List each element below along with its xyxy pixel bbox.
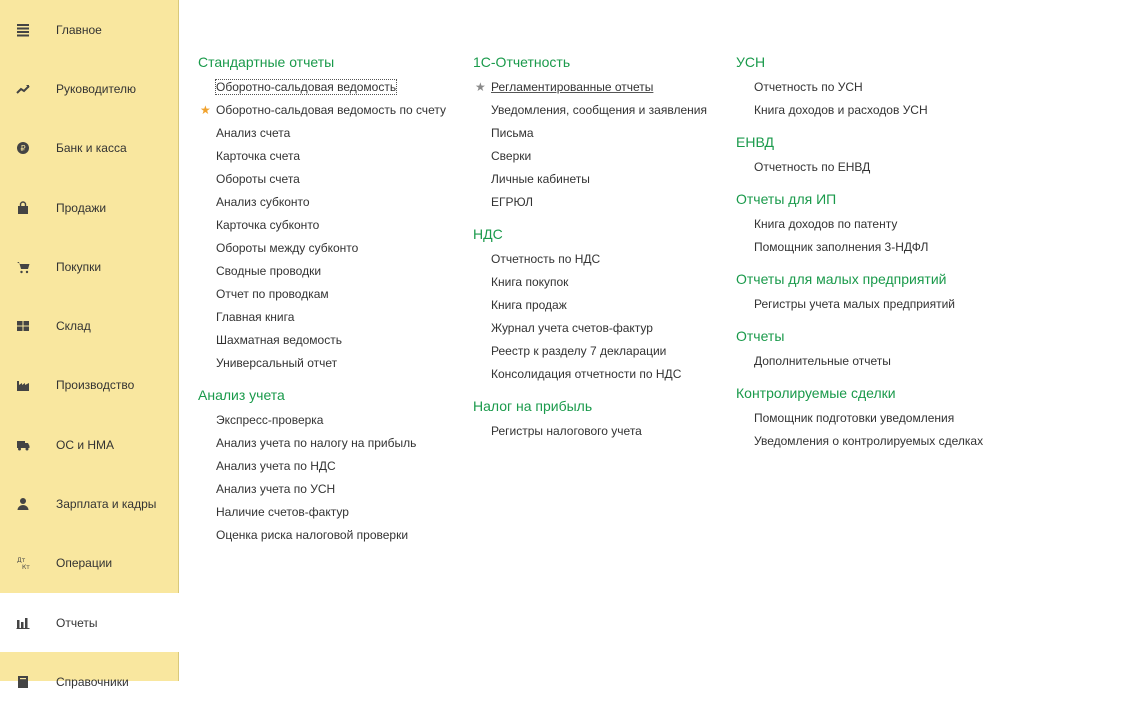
report-link[interactable]: [198, 306, 468, 329]
favorite-star-icon[interactable]: ★: [475, 80, 486, 94]
report-link-label: Отчетность по ЕНВД: [754, 160, 871, 174]
report-links-list: [473, 76, 733, 214]
report-link[interactable]: [473, 191, 733, 214]
report-link[interactable]: [736, 99, 1016, 122]
book-icon: [15, 674, 31, 690]
sidebar-item-9[interactable]: [0, 534, 178, 593]
report-link-label: Книга доходов по патенту: [754, 217, 898, 231]
report-link[interactable]: [736, 76, 1016, 99]
report-link[interactable]: [736, 213, 1016, 236]
report-link-label: Обороты счета: [216, 172, 300, 186]
section-title: Отчеты для ИП: [736, 191, 837, 207]
report-link-label: Карточка субконто: [216, 218, 320, 232]
report-link-label: Анализ субконто: [216, 195, 310, 209]
report-link-label: Отчетность по УСН: [754, 80, 863, 94]
report-link[interactable]: [736, 407, 1016, 430]
sidebar-item-label: Покупки: [56, 259, 102, 274]
report-link-label: Дополнительные отчеты: [754, 354, 891, 368]
sidebar-item-7[interactable]: [0, 415, 178, 474]
report-link-label: Универсальный отчет: [216, 356, 338, 370]
sidebar-item-label: Справочники: [56, 674, 129, 689]
report-link[interactable]: [736, 236, 1016, 259]
sidebar-item-5[interactable]: [0, 296, 178, 355]
shopping-bag-icon: [15, 200, 31, 216]
report-link-label: Отчетность по НДС: [491, 252, 601, 266]
report-link-label: Анализ счета: [216, 126, 291, 140]
report-link[interactable]: [198, 168, 468, 191]
sidebar-item-3[interactable]: [0, 178, 178, 237]
report-section: [473, 224, 733, 386]
sidebar-item-label: Продажи: [56, 200, 107, 215]
report-section: [198, 52, 468, 375]
report-link-label: Экспресс-проверка: [216, 413, 324, 427]
report-link[interactable]: [198, 191, 468, 214]
report-link-label: Отчет по проводкам: [216, 287, 329, 301]
sidebar-item-1[interactable]: [0, 59, 178, 118]
report-link-label: Сверки: [491, 149, 532, 163]
report-link-label: Уведомления о контролируемых сделках: [754, 434, 984, 448]
report-link[interactable]: [473, 271, 733, 294]
report-links-list: [198, 76, 468, 375]
report-link-label: Анализ учета по НДС: [216, 459, 336, 473]
menu-lines-icon: [15, 22, 31, 38]
bar-chart-icon: [15, 615, 31, 631]
sidebar-item-label: Склад: [56, 319, 91, 334]
report-link[interactable]: [198, 214, 468, 237]
sidebar-item-2[interactable]: [0, 119, 178, 178]
report-links-list: [473, 420, 733, 443]
sidebar-item-6[interactable]: [0, 356, 178, 415]
report-link-label: Реестр к разделу 7 декларации: [491, 344, 667, 358]
report-link[interactable]: [198, 76, 468, 99]
report-section: [198, 385, 468, 547]
section-title: 1С-Отчетность: [473, 54, 571, 70]
report-link[interactable]: [736, 156, 1016, 179]
section-title: НДС: [473, 226, 503, 242]
report-link-label: ЕГРЮЛ: [491, 195, 533, 209]
sidebar-item-label: Банк и касса: [56, 141, 127, 156]
sidebar-item-0[interactable]: [0, 0, 178, 59]
section-title: Анализ учета: [198, 387, 285, 403]
report-link[interactable]: [198, 455, 468, 478]
reports-column-3: [736, 52, 1016, 463]
report-link-label: Наличие счетов-фактур: [216, 505, 349, 519]
sidebar-item-label: ОС и НМА: [56, 437, 115, 452]
report-link-label: Книга продаж: [491, 298, 567, 312]
report-link[interactable]: [473, 363, 733, 386]
report-link[interactable]: [198, 352, 468, 375]
sidebar-item-label: Главное: [56, 22, 102, 37]
report-link-label: Карточка счета: [216, 149, 301, 163]
report-link[interactable]: [198, 283, 468, 306]
report-link-label: Уведомления, сообщения и заявления: [491, 103, 707, 117]
report-link-label: Главная книга: [216, 310, 295, 324]
sidebar-item-8[interactable]: [0, 474, 178, 533]
sidebar: [0, 0, 179, 689]
report-link-label: Личные кабинеты: [491, 172, 590, 186]
report-links-list: [736, 76, 1016, 122]
factory-icon: [15, 377, 31, 393]
sidebar-item-11[interactable]: [0, 652, 178, 711]
reports-column-1: [198, 52, 468, 557]
report-link[interactable]: [198, 478, 468, 501]
report-link[interactable]: [198, 409, 468, 432]
report-section: [736, 52, 1016, 122]
section-title: Контролируемые сделки: [736, 385, 896, 401]
report-link[interactable]: [473, 76, 733, 99]
reports-column-2: [473, 52, 733, 453]
report-link-label: Сводные проводки: [216, 264, 322, 278]
report-link-label: Помощник подготовки уведомления: [754, 411, 955, 425]
section-title: Отчеты: [736, 328, 785, 344]
report-link[interactable]: [473, 317, 733, 340]
report-link[interactable]: [473, 294, 733, 317]
report-link-label: Обороты между субконто: [216, 241, 359, 255]
report-link[interactable]: [473, 145, 733, 168]
sidebar-item-label: Операции: [56, 556, 113, 571]
svg-text:Кт: Кт: [22, 564, 30, 572]
sidebar-item-label: Зарплата и кадры: [56, 497, 157, 512]
report-link[interactable]: [736, 293, 1016, 316]
cart-icon: [15, 259, 31, 275]
report-link[interactable]: [198, 329, 468, 352]
report-link[interactable]: [736, 350, 1016, 373]
report-link[interactable]: [198, 524, 468, 547]
report-links-list: [736, 407, 1016, 453]
report-link-label: Помощник заполнения 3-НДФЛ: [754, 240, 929, 254]
sidebar-item-10[interactable]: [0, 593, 179, 652]
svg-text:₽: ₽: [20, 144, 26, 154]
report-link-label: Оценка риска налоговой проверки: [216, 528, 409, 542]
report-section: [473, 396, 733, 443]
report-section: [736, 326, 1016, 373]
section-title: Отчеты для малых предприятий: [736, 271, 947, 287]
person-icon: [15, 496, 31, 512]
report-section: [736, 189, 1016, 259]
section-title: Стандартные отчеты: [198, 54, 335, 70]
report-link[interactable]: [736, 430, 1016, 453]
ruble-coin-icon: [15, 140, 31, 156]
report-link-label: Шахматная ведомость: [216, 333, 342, 347]
truck-icon: [15, 437, 31, 453]
report-link-label: Консолидация отчетности по НДС: [491, 367, 682, 381]
report-link[interactable]: [198, 260, 468, 283]
sidebar-item-label: Производство: [56, 378, 135, 393]
sidebar-item-label: Отчеты: [56, 615, 98, 630]
report-link-label: Анализ учета по УСН: [216, 482, 336, 496]
report-link[interactable]: [198, 122, 468, 145]
report-link-label: Письма: [491, 126, 534, 140]
report-link[interactable]: [473, 122, 733, 145]
report-link[interactable]: [473, 168, 733, 191]
report-link-label: Регистры налогового учета: [491, 424, 642, 438]
section-title: ЕНВД: [736, 134, 774, 150]
reports-panel: [179, 0, 1135, 681]
report-link[interactable]: [198, 99, 468, 122]
report-link[interactable]: [198, 145, 468, 168]
report-link[interactable]: [473, 420, 733, 443]
report-links-list: [473, 248, 733, 386]
report-link-label: Оборотно-сальдовая ведомость: [216, 80, 397, 94]
report-links-list: [736, 213, 1016, 259]
report-link-label: Журнал учета счетов-фактур: [491, 321, 653, 335]
report-links-list: [736, 293, 1016, 316]
report-link-label: Анализ учета по налогу на прибыль: [216, 436, 417, 450]
debit-credit-icon: [15, 555, 31, 571]
section-title: УСН: [736, 54, 766, 70]
report-links-list: [198, 409, 468, 547]
report-link-label: Оборотно-сальдовая ведомость по счету: [216, 103, 446, 117]
report-links-list: [736, 156, 1016, 179]
report-link[interactable]: [473, 99, 733, 122]
section-title: Налог на прибыль: [473, 398, 593, 414]
report-link-label: Регистры учета малых предприятий: [754, 297, 955, 311]
sidebar-item-label: Руководителю: [56, 81, 137, 96]
report-section: [736, 269, 1016, 316]
report-link[interactable]: [473, 248, 733, 271]
report-section: [736, 383, 1016, 453]
favorite-star-icon[interactable]: ★: [200, 103, 211, 117]
warehouse-grid-icon: [15, 318, 31, 334]
report-link[interactable]: [198, 501, 468, 524]
report-link[interactable]: [473, 340, 733, 363]
report-link-label: Книга покупок: [491, 275, 569, 289]
report-link-label: Книга доходов и расходов УСН: [754, 103, 928, 117]
report-link-label: Регламентированные отчеты: [491, 80, 654, 94]
report-section: [736, 132, 1016, 179]
sidebar-item-4[interactable]: [0, 237, 178, 296]
report-link[interactable]: [198, 432, 468, 455]
report-links-list: [736, 350, 1016, 373]
svg-text:Дт: Дт: [17, 557, 26, 565]
report-section: [473, 52, 733, 214]
trend-up-icon: [15, 81, 31, 97]
report-link[interactable]: [198, 237, 468, 260]
